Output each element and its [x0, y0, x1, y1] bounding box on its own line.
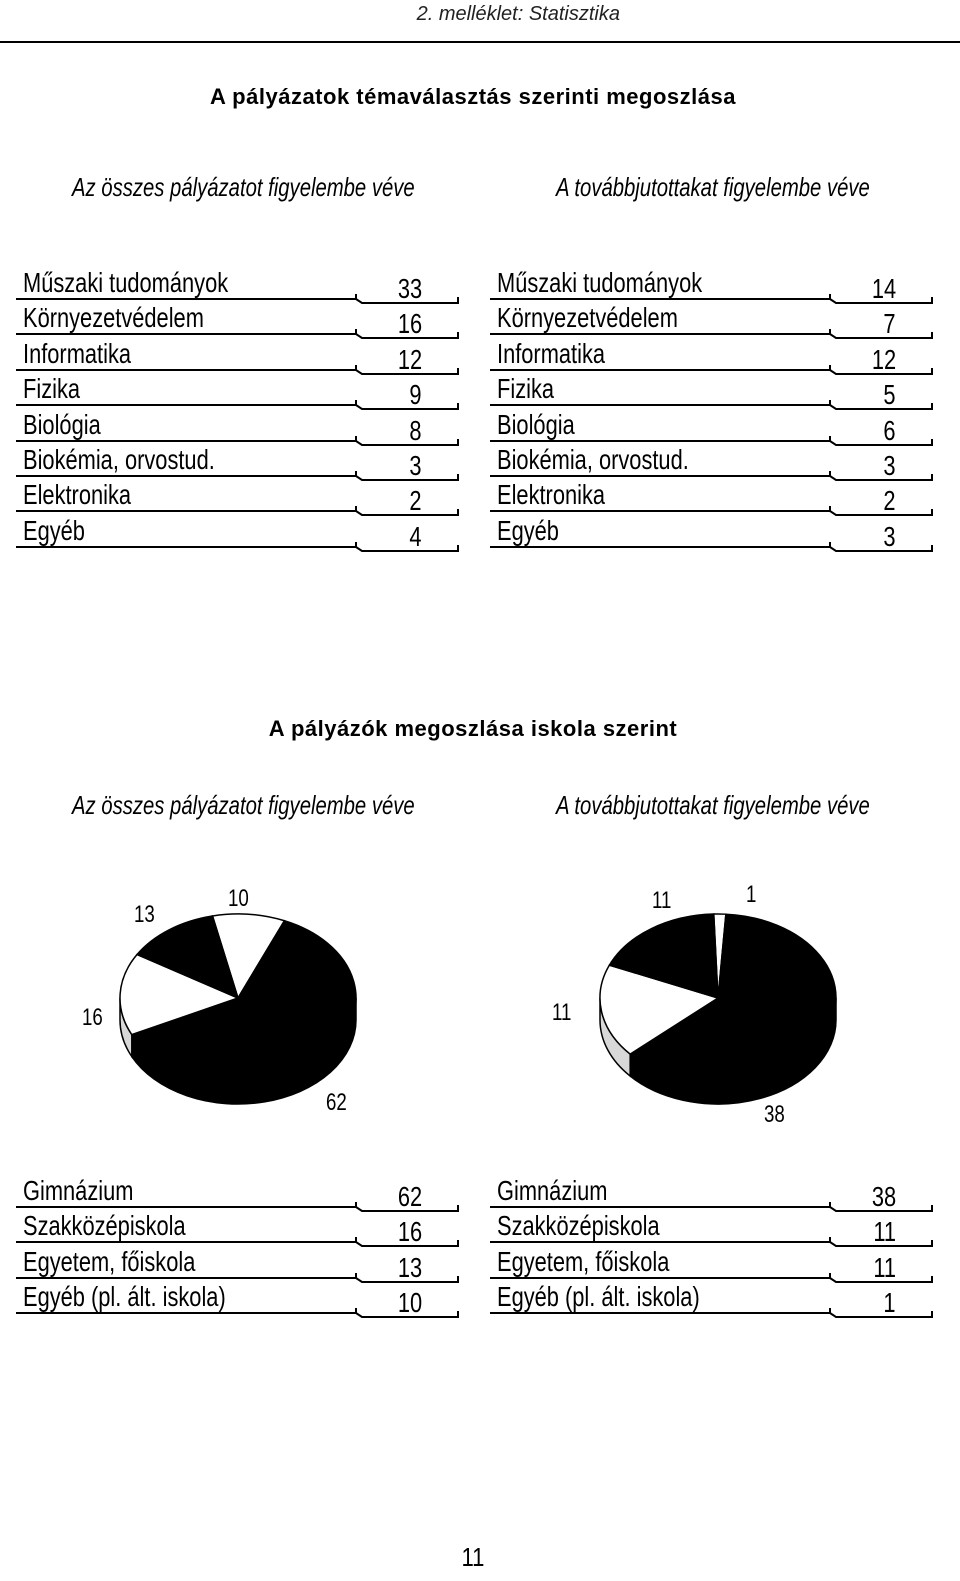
row-value: 16: [397, 1216, 422, 1248]
pie-data-label: 1: [746, 880, 757, 908]
table-row: [16, 268, 462, 303]
row-value: 33: [397, 273, 422, 304]
header-rule: [0, 41, 960, 43]
row-value: 9: [409, 379, 422, 411]
table-row: [490, 268, 936, 303]
row-value: 3: [883, 520, 896, 552]
table-row: [16, 410, 462, 445]
row-label: Gimnázium: [23, 1175, 134, 1206]
row-value: 3: [409, 449, 422, 481]
row-value: 8: [409, 414, 422, 446]
school-table-all: [16, 1176, 462, 1318]
pie-chart-all: [60, 860, 440, 1140]
section1-left-subtitle: Az összes pályázatot figyelembe véve: [72, 172, 415, 202]
topic-table-all: [16, 268, 462, 551]
pie-data-label: 38: [764, 1100, 785, 1128]
row-label: Szakközépiskola: [497, 1210, 660, 1242]
table-row: [16, 339, 462, 374]
school-table-advanced: [490, 1176, 936, 1318]
table-row: [16, 480, 462, 515]
row-label: Egyéb: [497, 514, 559, 546]
row-value: 38: [871, 1181, 896, 1212]
pie-data-label: 11: [552, 998, 572, 1026]
row-label: Fizika: [23, 373, 81, 405]
row-label: Egyetem, főiskola: [23, 1245, 196, 1277]
row-value: 11: [873, 1216, 896, 1248]
row-value: 3: [883, 449, 896, 481]
section1-title: A pályázatok témaválasztás szerinti megoszlása: [210, 84, 736, 109]
row-value: 62: [397, 1181, 422, 1212]
row-label: Informatika: [497, 337, 606, 369]
table-row: [16, 303, 462, 338]
row-value: 2: [883, 485, 896, 517]
table-row: [490, 374, 936, 409]
row-value: 1: [883, 1287, 896, 1319]
row-label: Fizika: [497, 373, 555, 405]
table-row: [490, 480, 936, 515]
row-value: 16: [397, 308, 422, 340]
table-row: [490, 303, 936, 338]
table-row: [16, 445, 462, 480]
table-row: [16, 1282, 462, 1317]
table-row: [16, 1247, 462, 1282]
row-label: Egyéb (pl. ált. iskola): [23, 1281, 226, 1313]
row-label: Műszaki tudományok: [23, 267, 229, 298]
table-row: [490, 410, 936, 445]
row-label: Biokémia, orvostud.: [23, 443, 215, 475]
pie-data-label: 16: [82, 1003, 103, 1031]
table-row: [490, 1211, 936, 1246]
row-label: Biokémia, orvostud.: [497, 443, 689, 475]
table-row: [490, 445, 936, 480]
pie-data-label: 10: [227, 884, 249, 912]
row-value: 4: [409, 520, 422, 552]
table-row: [490, 1176, 936, 1211]
table-row: [16, 516, 462, 551]
row-label: Egyéb: [23, 514, 85, 546]
table-row: [16, 374, 462, 409]
row-label: Gimnázium: [497, 1175, 608, 1206]
pie-data-label: 13: [134, 900, 155, 928]
row-label: Környezetvédelem: [23, 302, 204, 334]
row-value: 13: [397, 1251, 422, 1283]
topic-table-advanced: [490, 268, 936, 551]
table-row: [490, 339, 936, 374]
pie-data-label: 11: [652, 886, 672, 914]
row-value: 5: [883, 379, 896, 411]
row-value: 10: [397, 1287, 422, 1319]
table-row: [16, 1211, 462, 1246]
row-label: Szakközépiskola: [23, 1210, 186, 1242]
pie-chart-advanced: [540, 860, 920, 1140]
page-number: 11: [461, 1542, 485, 1572]
row-label: Környezetvédelem: [497, 302, 678, 334]
row-value: 7: [883, 308, 896, 340]
row-value: 12: [871, 343, 896, 375]
table-row: [490, 1282, 936, 1317]
row-label: Elektronika: [23, 479, 132, 511]
row-label: Egyetem, főiskola: [497, 1245, 670, 1277]
pie-data-label: 62: [325, 1088, 347, 1116]
row-value: 12: [397, 343, 422, 375]
table-row: [490, 1247, 936, 1282]
page-header: 2. melléklet: Statisztika: [416, 3, 620, 25]
row-leader-line: [16, 374, 462, 410]
row-label: Biológia: [497, 408, 575, 440]
section1-right-subtitle: A továbbjutottakat figyelembe véve: [556, 172, 870, 202]
table-row: [16, 1176, 462, 1211]
row-label: Informatika: [23, 337, 132, 369]
section2-left-subtitle: Az összes pályázatot figyelembe véve: [72, 790, 415, 820]
row-label: Elektronika: [497, 479, 606, 511]
row-label: Műszaki tudományok: [497, 267, 703, 298]
row-leader-line: [490, 374, 936, 410]
table-row: [490, 516, 936, 551]
row-value: 11: [873, 1251, 896, 1283]
section2-right-subtitle: A továbbjutottakat figyelembe véve: [556, 790, 870, 820]
row-label: Biológia: [23, 408, 101, 440]
row-value: 14: [871, 273, 896, 304]
row-value: 2: [409, 485, 422, 517]
row-label: Egyéb (pl. ált. iskola): [497, 1281, 700, 1313]
row-value: 6: [883, 414, 896, 446]
section2-title: A pályázók megoszlása iskola szerint: [268, 716, 678, 741]
